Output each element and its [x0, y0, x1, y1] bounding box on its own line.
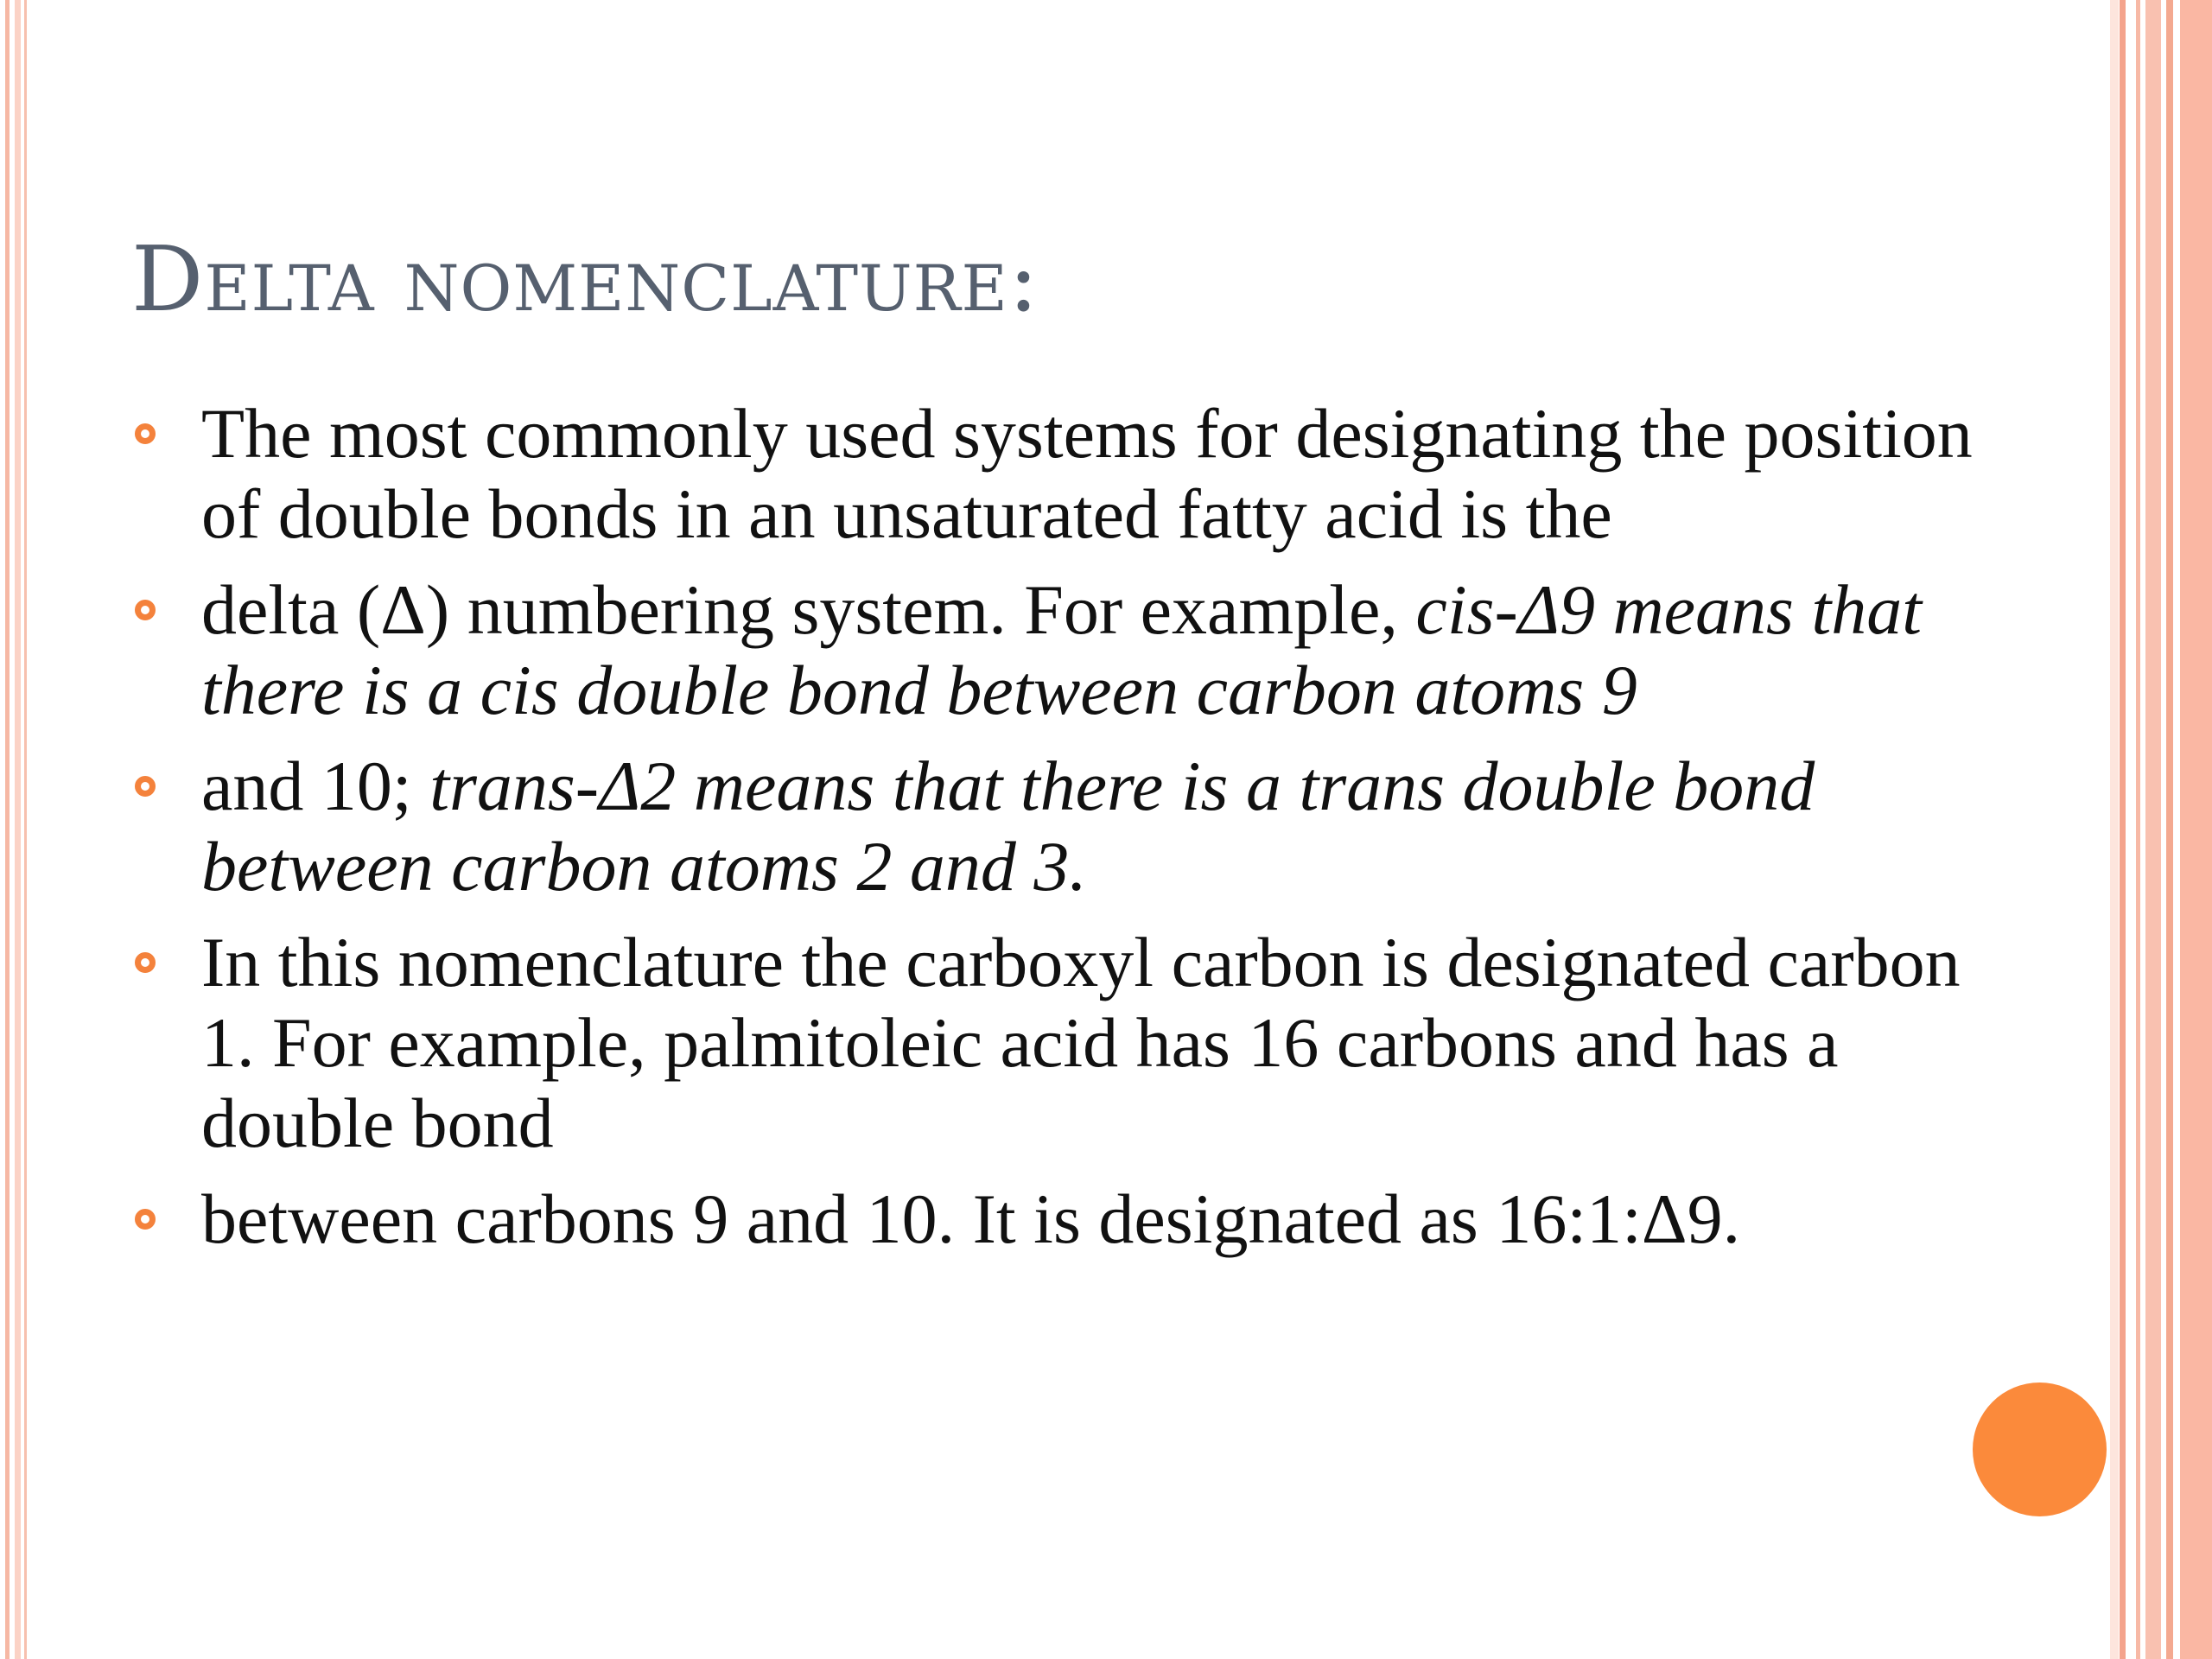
bullet-circle-icon — [135, 776, 156, 797]
right-border-stripe — [2110, 0, 2119, 1659]
bullet-circle-icon — [135, 1209, 156, 1230]
left-border-stripe — [24, 0, 27, 1659]
bullet-list — [131, 393, 1998, 1274]
slide-title: Delta nomenclature: — [131, 226, 1039, 332]
bullet-item — [131, 1179, 1998, 1259]
bullet-text-italic: cis-Δ9 means that there is a cis double bond between carbon atoms 9 — [201, 570, 1923, 729]
bullet-item — [131, 569, 1998, 730]
bullet-text-italic: trans-Δ2 means that there is a trans double bond between carbon atoms 2 and 3. — [201, 747, 1815, 906]
bullet-item — [131, 393, 1998, 554]
bullet-text: between carbons 9 and 10. It is designated as 16:1:Δ9. — [201, 1179, 1741, 1258]
left-border-stripe — [15, 0, 21, 1659]
right-border-stripe — [2136, 0, 2140, 1659]
bullet-circle-icon — [135, 423, 156, 444]
bullet-text: and 10; — [201, 747, 430, 825]
right-border-stripe — [2120, 0, 2126, 1659]
bullet-item — [131, 922, 1998, 1163]
decorative-orange-circle — [1973, 1382, 2107, 1516]
left-border-stripe — [5, 0, 10, 1659]
bullet-circle-icon — [135, 952, 156, 973]
bullet-item — [131, 746, 1998, 906]
right-border-stripe — [2180, 0, 2212, 1659]
bullet-text: The most commonly used systems for designating the position of double bonds in an unsaturated fatty acid is the — [201, 394, 1973, 553]
right-border-stripe — [2166, 0, 2173, 1659]
bullet-text: In this nomenclature the carboxyl carbon is designated carbon 1. For example, palmitoleic acid has 16 carbons and has a double bond — [201, 923, 1961, 1162]
right-border-stripe — [2145, 0, 2161, 1659]
bullet-text: delta (Δ) numbering system. For example, — [201, 570, 1416, 649]
bullet-circle-icon — [135, 600, 156, 620]
